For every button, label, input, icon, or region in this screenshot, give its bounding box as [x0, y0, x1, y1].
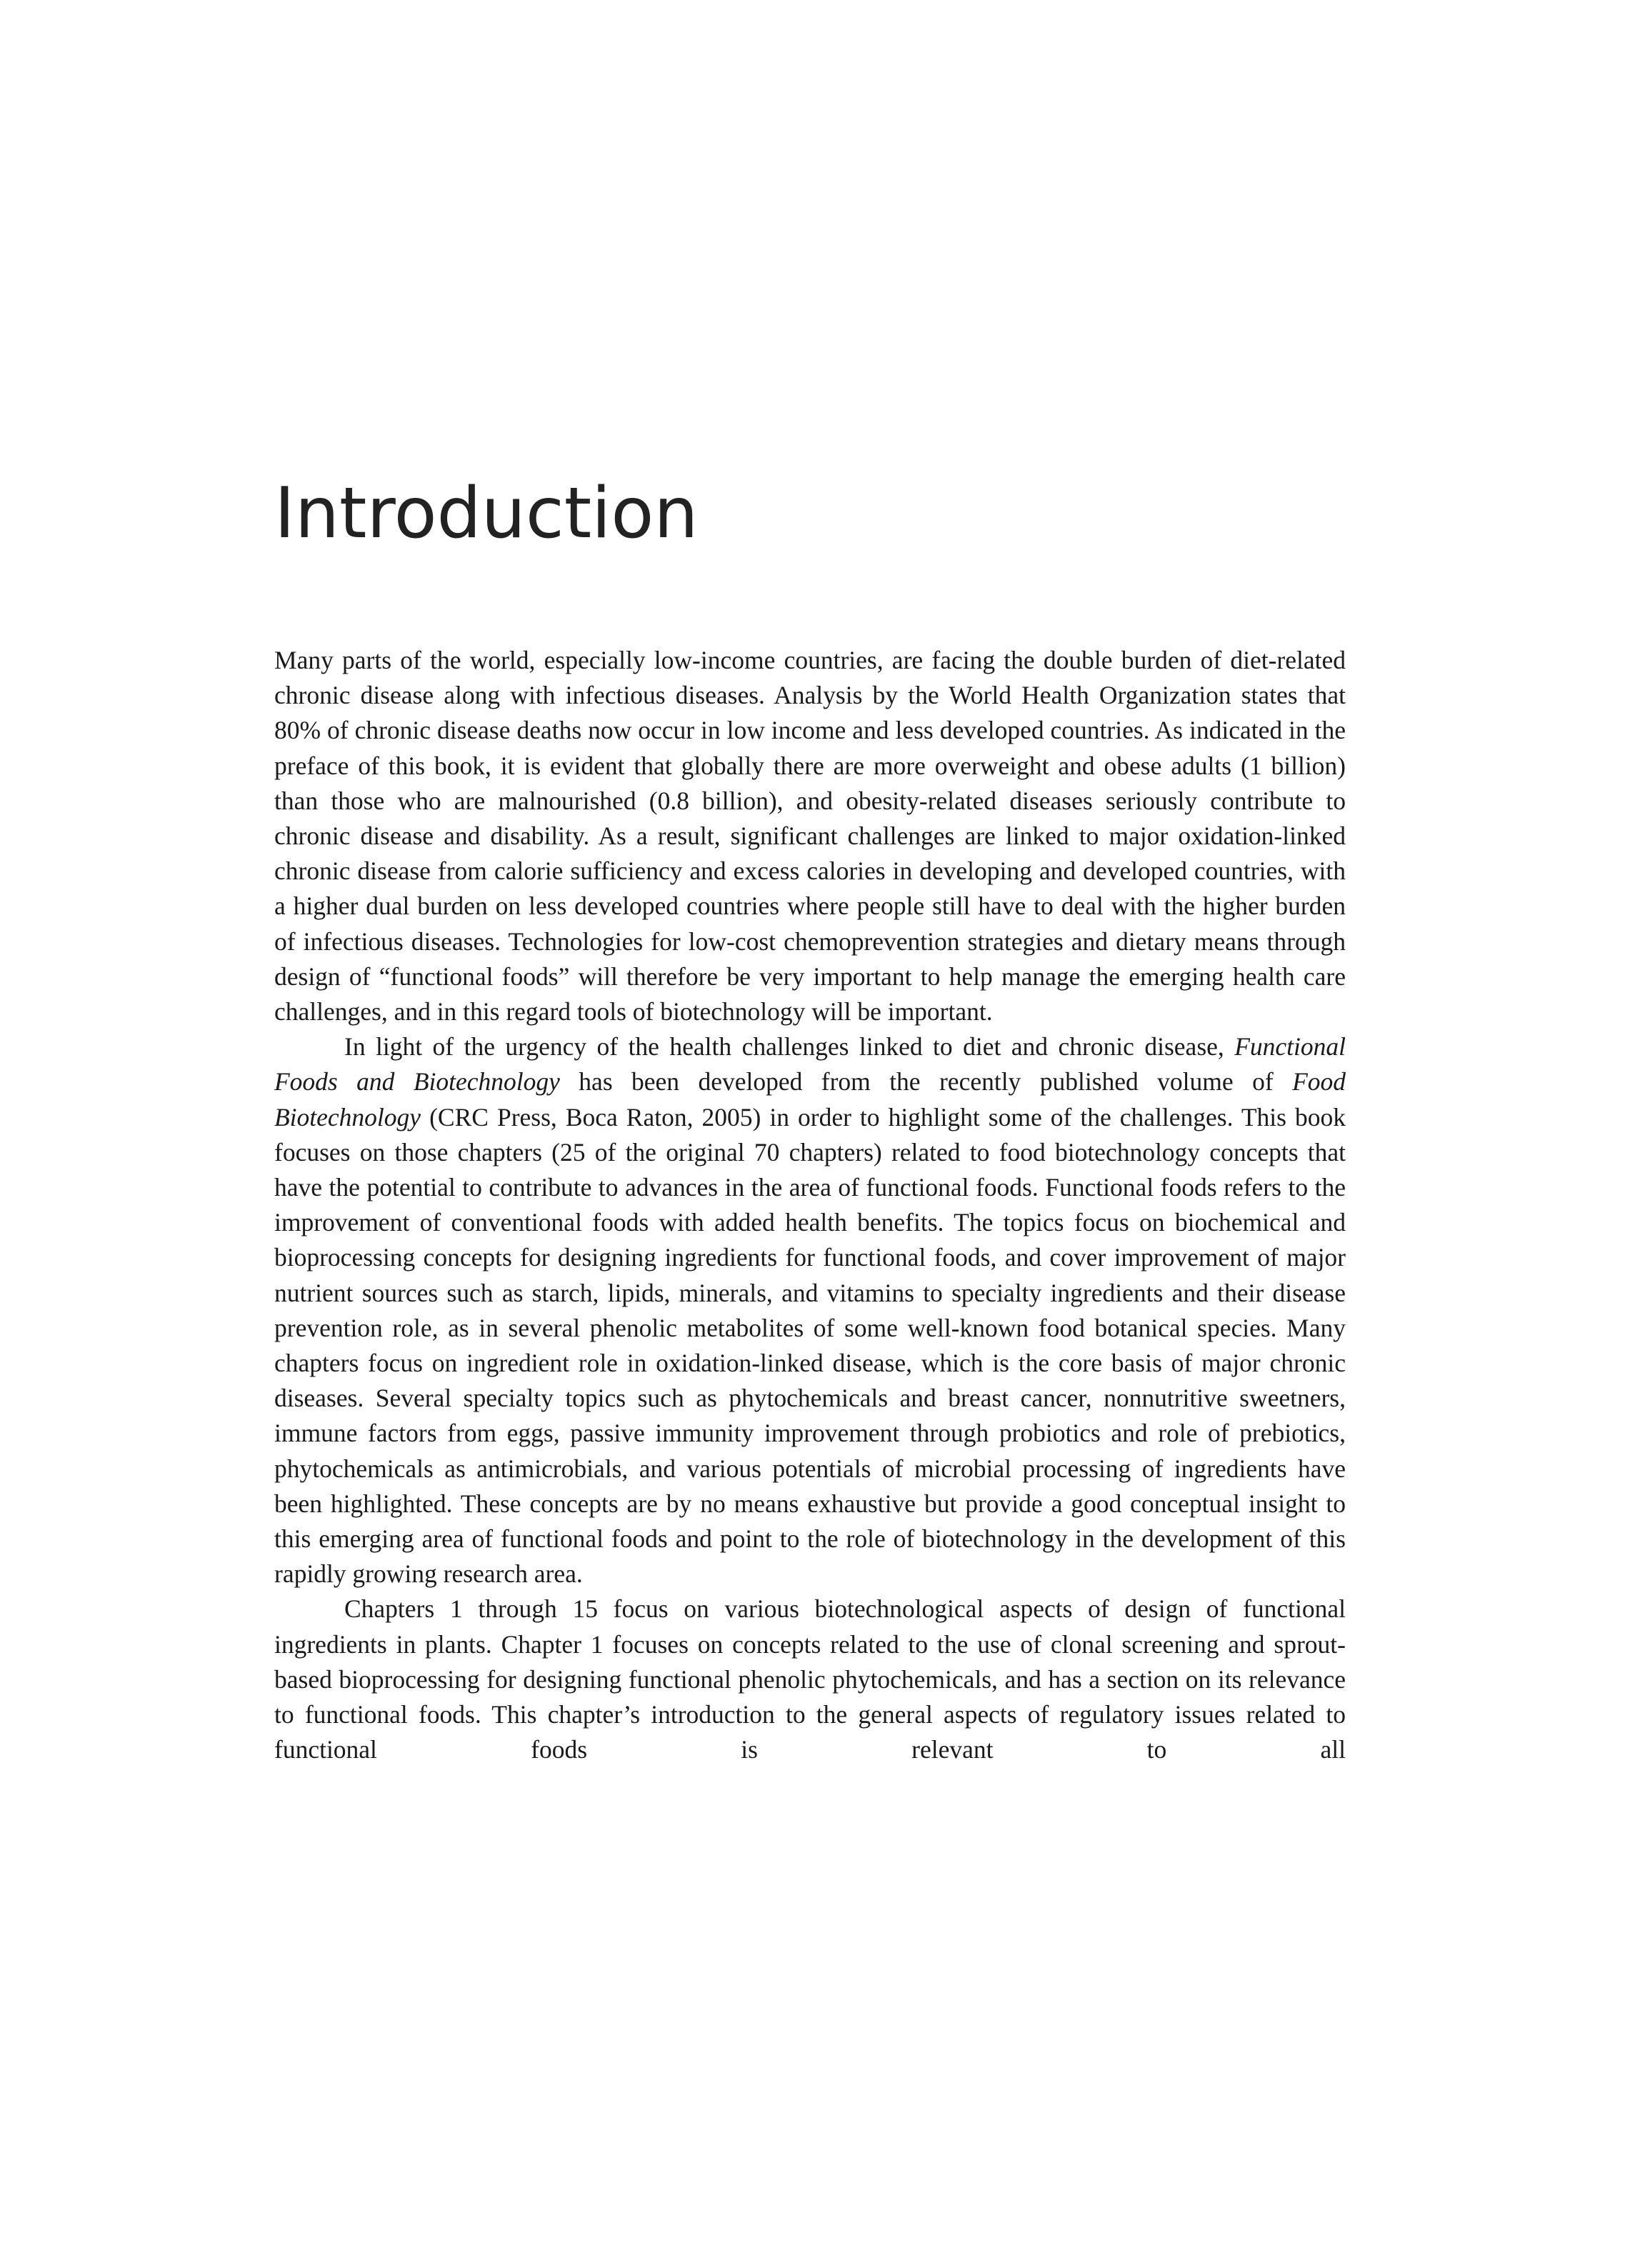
- paragraph-2: [274, 1029, 1346, 1592]
- book-title-food-biotechnology: Food Biotechnology: [274, 1067, 1346, 1131]
- body-text: [274, 643, 1346, 1768]
- book-title-functional-foods: Functional Foods and Biotechnology: [274, 1032, 1346, 1096]
- paragraph-2-text-a: In light of the urgency of the health challenges linked to diet and chronic disease,: [344, 1032, 1235, 1061]
- paragraph-3-text: Chapters 1 through 15 focus on various biotechnological aspects of design of functional ingredients in plants. Chapter 1 focuses on concepts related to the use of clonal screening and sprout-based bioprocessing for designing functional phenolic phytochemicals, and has a section on its relevance to functional foods. This chapter’s introduction to the general aspects of regulatory issues related to functional foods is relevant to all: [274, 1594, 1346, 1764]
- chapter-title: Introduction: [274, 473, 699, 554]
- paragraph-1: [274, 643, 1346, 1029]
- paragraph-2-text-b: has been developed from the recently published volume of: [559, 1067, 1293, 1096]
- paragraph-1-text: Many parts of the world, especially low-income countries, are facing the double burden of diet-related chronic disease along with infectious diseases. Analysis by the World Health Organization states that 80% of chronic disease deaths now occur in low income and less developed countries. As indicated in the preface of this book, it is evident that globally there are more overweight and obese adults (1 billion) than those who are malnourished (0.8 billion), and obesity-related diseases seriously contribute to chronic disease and disability. As a result, significant challenges are linked to major oxidation-linked chronic disease from calorie sufficiency and excess calories in developing and developed countries, with a higher dual burden on less developed countries where people still have to deal with the higher burden of infectious diseases. Technologies for low-cost chemoprevention strategies and dietary means through design of “functional foods” will therefore be very important to help manage the emerging health care challenges, and in this regard tools of biotechnology will be important.: [274, 646, 1346, 1026]
- paragraph-3: [274, 1592, 1346, 1767]
- page: [274, 0, 1346, 2268]
- paragraph-2-text-c: (CRC Press, Boca Raton, 2005) in order to highlight some of the challenges. This book focuses on those chapters (25 of the original 70 chapters) related to food biotechnology concepts that have the potential to contribute to advances in the area of functional foods. Functional foods refers to the improvement of conventional foods with added health benefits. The topics focus on biochemical and bioprocessing concepts for designing ingredients for functional foods, and cover improvement of major nutrient sources such as starch, lipids, minerals, and vitamins to specialty ingredients and their disease prevention role, as in several phenolic metabolites of some well-known food botanical species. Many chapters focus on ingredient role in oxidation-linked disease, which is the core basis of major chronic diseases. Several specialty topics such as phytochemicals and breast cancer, nonnutritive sweetners, immune factors from eggs, passive immunity improvement through probiotics and role of prebiotics, phytochemicals as antimicrobials, and various potentials of microbial processing of ingredients have been highlighted. These concepts are by no means exhaustive but provide a good conceptual insight to this emerging area of functional foods and point to the role of biotechnology in the development of this rapidly growing research area.: [274, 1102, 1346, 1589]
